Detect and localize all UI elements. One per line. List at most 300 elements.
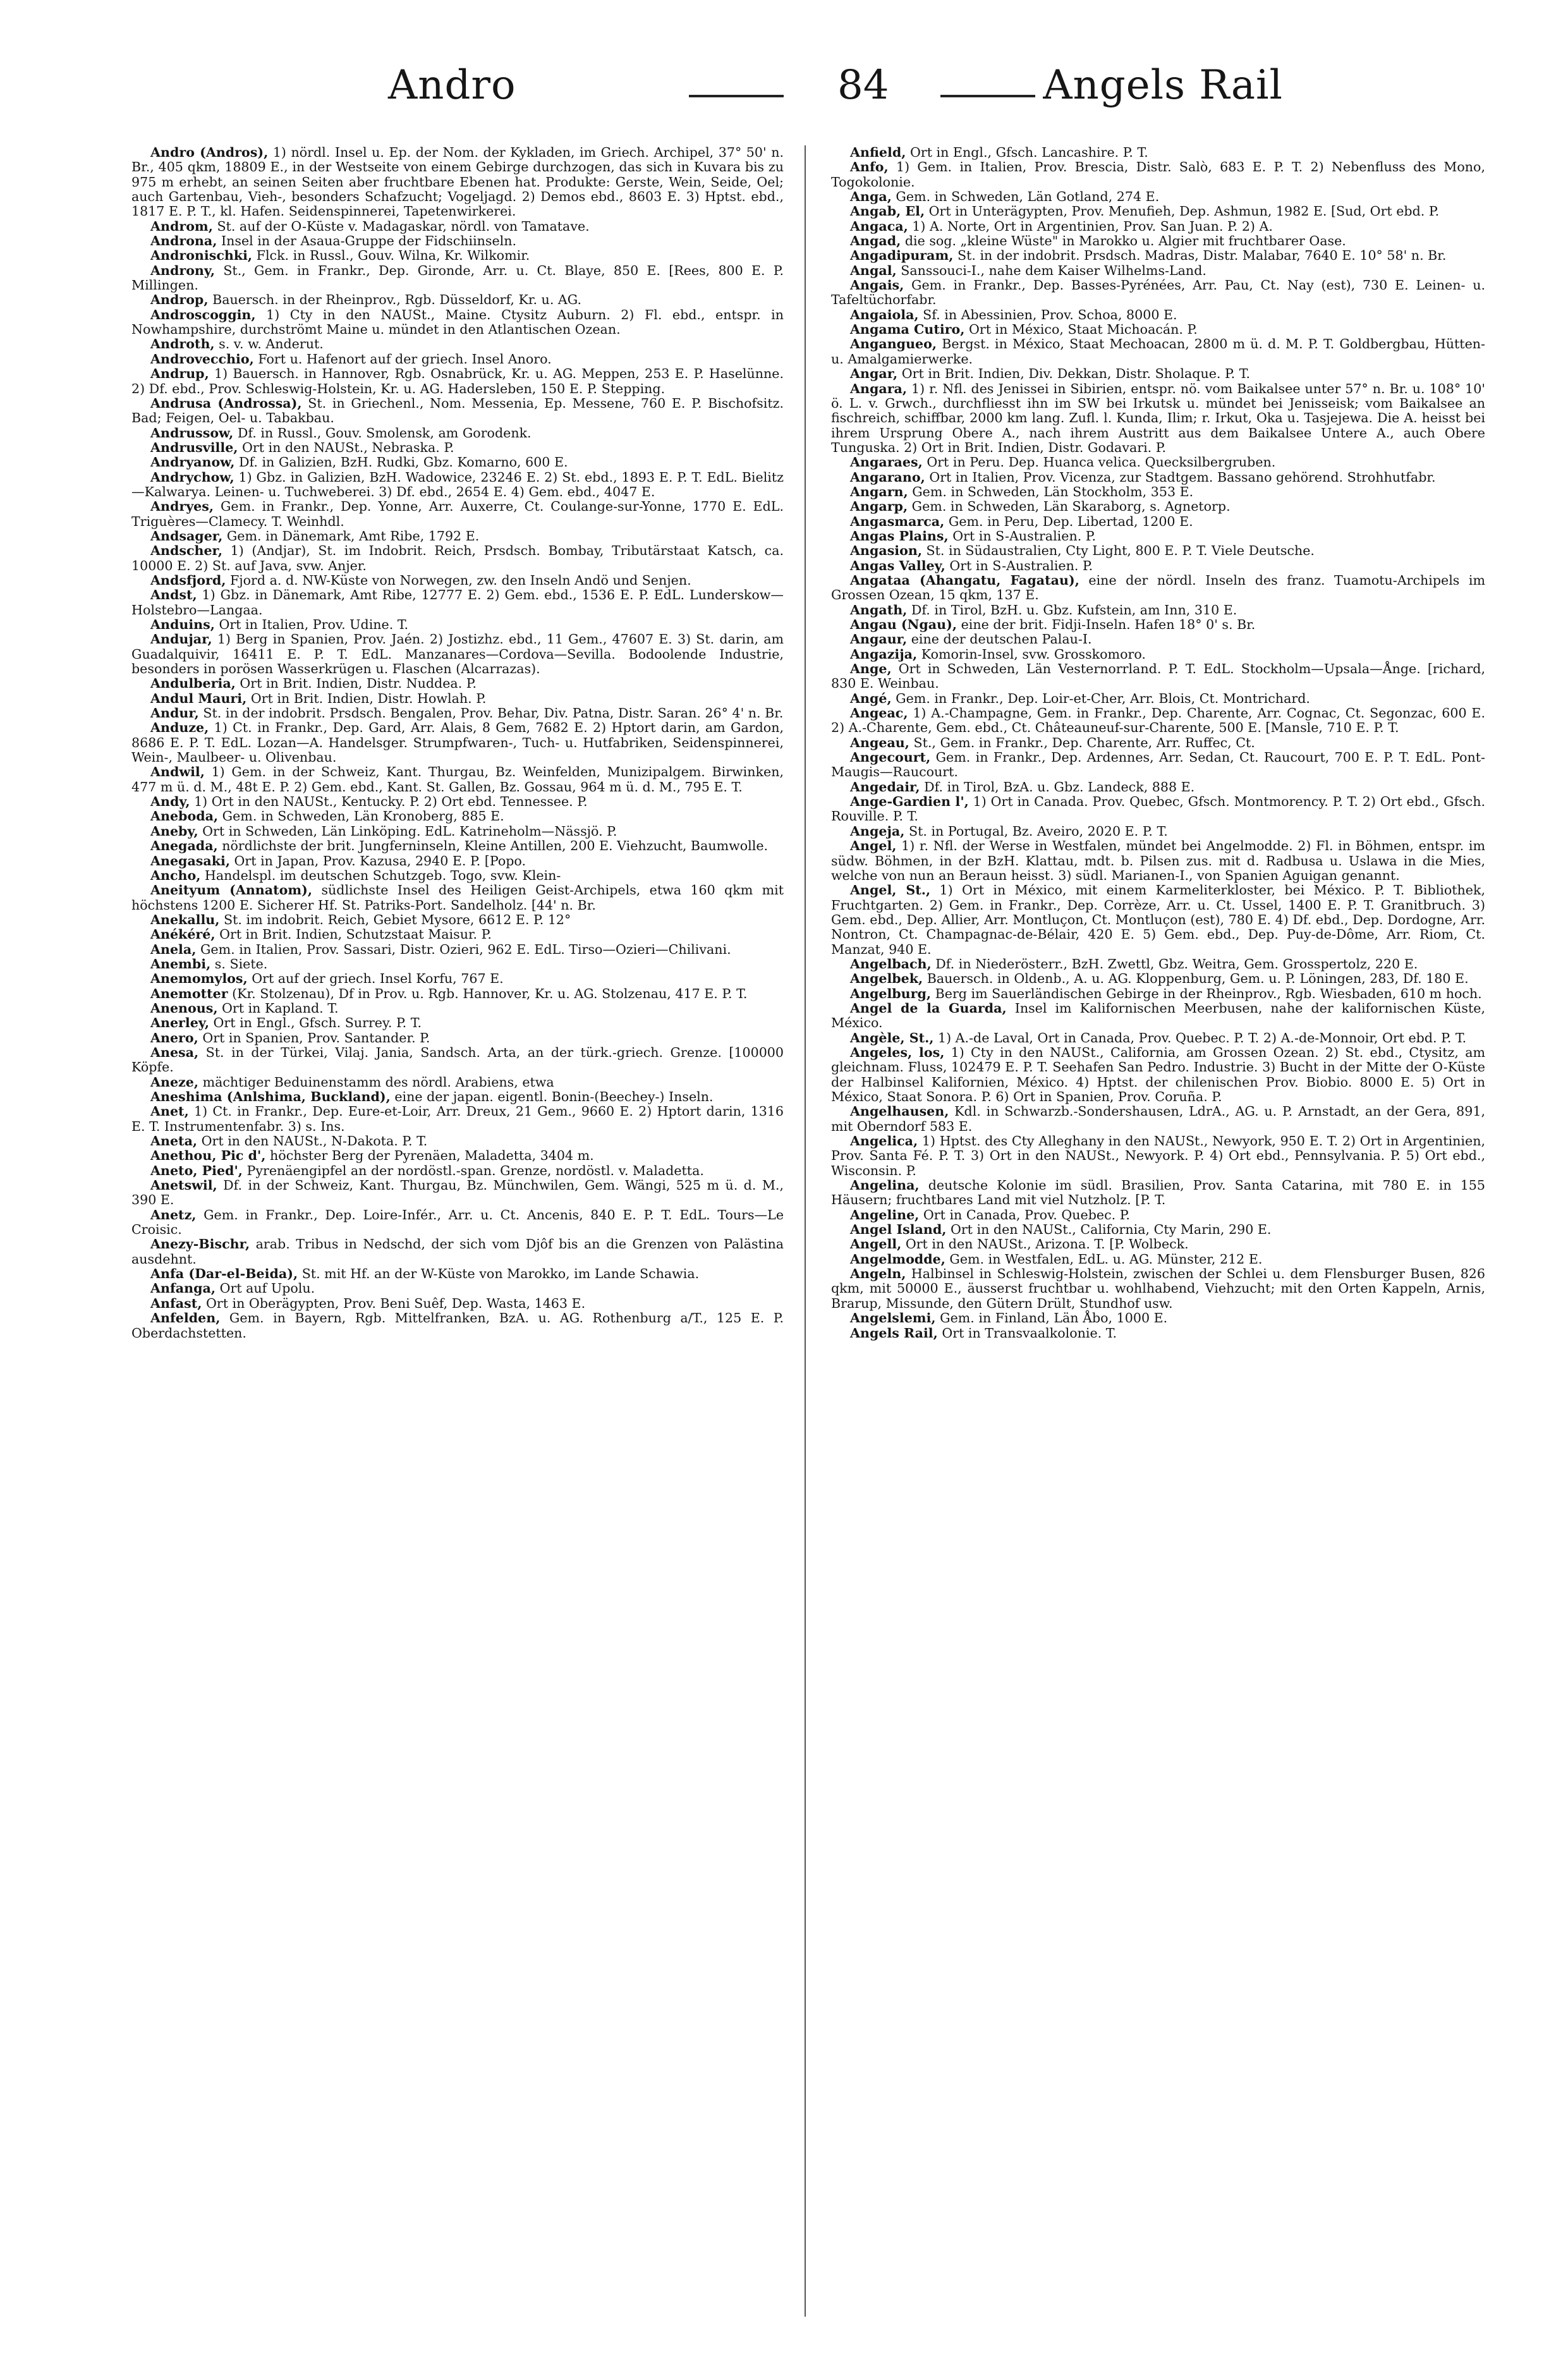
gazetteer-entry	[831, 839, 1485, 883]
gazetteer-entry	[131, 234, 784, 248]
entry-text: (Kr. Stolzenau), Df in Prov. u. Rgb. Hannover, Kr. u. AG. Stolzenau, 417 E. P. T.	[232, 985, 748, 1001]
entry-headword: Aneshima (Anlshima, Buckland),	[150, 1089, 391, 1104]
gazetteer-entry	[131, 544, 784, 573]
entry-text: Gem. in Frankr., Dep. Loire-Infér., Arr. u. Ct. Ancenis, 840 E. P. T. EdL. Tours—Le Croisic.	[131, 1207, 784, 1238]
gazetteer-entry	[831, 750, 1485, 780]
gazetteer-entry	[831, 455, 1485, 470]
entry-text: 1) Ct. in Frankr., Dep. Eure-et-Loir, Arr. Dreux, 21 Gem., 9660 E. 2) Hptort darin, 1316 E. T. Instrumentenfabr. 3) s. Ins.	[131, 1104, 784, 1134]
gazetteer-entry	[131, 264, 784, 293]
gazetteer-entry	[831, 204, 1485, 219]
entry-headword: Angelina,	[850, 1178, 920, 1193]
entry-text: Handelspl. im deutschen Schutzgeb. Togo, svw. Klein-	[204, 867, 561, 883]
entry-text: Kdl. in Schwarzb.-Sondershausen, LdrA., AG. u. P. Arnstadt, an der Gera, 891, mit Oberndorf 583 E.	[831, 1104, 1485, 1134]
entry-headword: Angasmarca,	[850, 513, 945, 529]
gazetteer-entry	[131, 1311, 784, 1341]
page-number: 84	[837, 62, 889, 109]
gazetteer-entry	[131, 352, 784, 367]
entry-text: Gem. in Bayern, Rgb. Mittelfranken, BzA. u. AG. Rothenburg a/T., 125 E. P. Oberdachstetten.	[131, 1310, 784, 1341]
entry-text: 1) A.-Champagne, Gem. in Frankr., Dep. Charente, Arr. Cognac, Ct. Segonzac, 600 E. 2) A.-Charente, Gem. ebd., Ct. Châteauneuf-sur-Charente, 500 E. [Mansle, 710 E. P. T.	[831, 705, 1485, 736]
gazetteer-entry	[831, 987, 1485, 1001]
gazetteer-entry	[131, 795, 784, 809]
entry-text: Ort auf Upolu.	[219, 1281, 315, 1296]
entry-text: Berg im Sauerländischen Gebirge in der Rheinprov., Rgb. Wiesbaden, 610 m hoch.	[935, 985, 1482, 1001]
entry-text: Ort in den NAUSt., Nebraska. P.	[242, 439, 454, 455]
header-left-catchword: Andro	[388, 62, 516, 109]
entry-headword: Andrychow,	[150, 469, 234, 485]
gazetteer-entry	[131, 987, 784, 1001]
entry-headword: Angeac,	[850, 705, 908, 721]
entry-text: St. in der indobrit. Prsdsch. Bengalen, Prov. Behar, Div. Patna, Distr. Saran. 26° 4' n. Br.	[203, 705, 784, 721]
entry-text: 1) Gbz. in Galizien, BzH. Wadowice, 23246 E. 2) St. ebd., 1893 E. P. T. EdL. Bielitz—Kalwarya. Leinen- u. Tuchweberei. 3) Df. ebd., 2654 E. 4) Gem. ebd., 4047 E.	[131, 469, 784, 499]
entry-headword: Angel de la Guarda,	[850, 1000, 1007, 1016]
gazetteer-entry	[131, 1031, 784, 1045]
entry-text: 1) A. Norte, Ort in Argentinien, Prov. San Juan. P. 2) A.	[912, 218, 1273, 234]
entry-text: Gem. in Frankr., Dep. Basses-Pyrénées, Arr. Pau, Ct. Nay (est), 730 E. Leinen- u. Tafeltüchorfabr.	[831, 277, 1485, 308]
entry-text: Ort in S-Australien. P.	[952, 528, 1097, 544]
entry-headword: Anet,	[150, 1104, 189, 1119]
entry-text: Df. in Galizien, BzH. Rudki, Gbz. Komarno, 600 E.	[238, 454, 568, 470]
entry-headword: Angelhausen,	[850, 1104, 949, 1119]
gazetteer-entry	[831, 234, 1485, 248]
entry-text: Ort in Transvaalkolonie. T.	[942, 1325, 1117, 1341]
entry-text: die sog. „kleine Wüste" in Marokko u. Algier mit fruchtbarer Oase.	[904, 233, 1346, 249]
gazetteer-entry	[831, 1104, 1485, 1134]
entry-text: Bauersch. in Oldenb., A. u. AG. Kloppenburg, Gem. u. P. Löningen, 283, Df. 180 E.	[927, 971, 1469, 987]
entry-headword: Angé,	[850, 690, 892, 706]
entry-headword: Androp,	[150, 292, 209, 308]
entry-text: Ort in Spanien, Prov. Santander. P.	[202, 1030, 430, 1045]
gazetteer-entry	[131, 692, 784, 706]
entry-text: Bergst. in México, Staat Mechoacan, 2800 m ü. d. M. P. T. Goldbergbau, Hütten- u. Amalgamierwerke.	[831, 336, 1485, 367]
entry-headword: Anfast,	[150, 1295, 202, 1311]
entry-text: Sf. in Abessinien, Prov. Schoa, 8000 E.	[923, 307, 1177, 322]
entry-headword: Androscoggin,	[150, 307, 256, 322]
entry-headword: Angal,	[850, 262, 897, 278]
gazetteer-entry	[131, 1016, 784, 1030]
entry-text: Flck. in Russl., Gouv. Wilna, Kr. Wilkomir.	[256, 248, 530, 264]
entry-headword: Angels Rail,	[850, 1325, 938, 1341]
entry-text: 1) (Andjar), St. im Indobrit. Reich, Prsdsch. Bombay, Tributärstaat Katsch, ca. 10000 E. 2) St. auf Java, svw. Anjer.	[131, 543, 784, 573]
entry-text: Ort in Brit. Indien, Distr. Howlah. P.	[250, 690, 487, 706]
entry-text: Gem. in Westfalen, EdL. u. AG. Münster, 212 E.	[949, 1251, 1263, 1267]
entry-text: Gem. in Frankr., Dep. Loir-et-Cher, Arr. Blois, Ct. Montrichard.	[896, 690, 1310, 706]
gazetteer-entry	[831, 1031, 1485, 1045]
gazetteer-entry	[831, 322, 1485, 337]
entry-headword: Angelmodde,	[850, 1251, 945, 1267]
entry-text: Ort in Japan, Prov. Kazusa, 2940 E. P. [Popo.	[234, 853, 526, 869]
entry-headword: Anerley,	[150, 1015, 209, 1031]
entry-headword: Anela,	[150, 941, 197, 957]
entry-headword: Angaiola,	[850, 307, 919, 322]
gazetteer-entry	[831, 1237, 1485, 1252]
gazetteer-entry	[131, 499, 784, 529]
entry-headword: Angelbach,	[850, 956, 932, 972]
entry-headword: Ange,	[850, 661, 892, 677]
gazetteer-entry	[831, 278, 1485, 308]
entry-text: s. Siete.	[214, 956, 268, 972]
gazetteer-entry	[831, 190, 1485, 204]
entry-headword: Angèle, St.,	[850, 1030, 934, 1045]
entry-text: Df. in der Schweiz, Kant. Thurgau, Bz. Münchwilen, Gem. Wängi, 525 m ü. d. M., 390 E.	[131, 1178, 784, 1208]
gazetteer-entry	[131, 839, 784, 853]
gazetteer-entry	[131, 441, 784, 455]
entry-headword: Angas Plains,	[850, 528, 949, 544]
entry-text: Gem. in Frankr., Dep. Ardennes, Arr. Sedan, Ct. Raucourt, 700 E. P. T. EdL. Pont-Maugis—Raucourt.	[831, 750, 1485, 780]
entry-headword: Angazija,	[850, 646, 918, 662]
entry-headword: Angaraes,	[850, 454, 923, 470]
entry-headword: Anga,	[850, 189, 892, 205]
entry-text: Gem. in Schweden, Län Gotland, 274 E.	[896, 189, 1160, 205]
entry-text: Ort in Kapland. T.	[222, 1000, 339, 1016]
gazetteer-entry	[831, 544, 1485, 558]
entry-headword: Angeln,	[850, 1266, 906, 1282]
entry-text: Ort in S-Australien. P.	[949, 558, 1093, 573]
entry-text: Sanssouci-I., nahe dem Kaiser Wilhelms-Land.	[901, 262, 1206, 278]
gazetteer-entry	[131, 588, 784, 618]
gazetteer-entry	[131, 824, 784, 839]
entry-headword: Androvecchio,	[150, 351, 254, 367]
header-dash-right	[940, 95, 1035, 97]
entry-headword: Anfo,	[850, 159, 889, 175]
gazetteer-entry	[831, 618, 1485, 632]
entry-text: Ort in Brit. Indien, Schutzstaat Maisur. P.	[219, 927, 492, 942]
entry-headword: Androm,	[150, 218, 213, 234]
entry-text: Pyrenäengipfel an der nordöstl.-span. Grenze, nordöstl. v. Maladetta.	[246, 1162, 704, 1178]
entry-text: 1) Berg in Spanien, Prov. Jaén. 2) Jostizhz. ebd., 11 Gem., 47607 E. 3) St. darin, am Guadalquivir, 16411 E. P. T. EdL. Manzanares—Cordova—Sevilla. Bodoolende Industrie, besonders in porösen Wasserkrügen u. Flaschen (Alcarrazas).	[131, 631, 784, 677]
gazetteer-entry	[131, 396, 784, 426]
entry-headword: Angas Valley,	[850, 558, 945, 573]
entry-headword: Andwil,	[150, 764, 205, 780]
gazetteer-entry	[831, 573, 1485, 603]
gazetteer-entry	[131, 308, 784, 338]
entry-text: Ort in Oberägypten, Prov. Beni Suêf, Dep. Wasta, 1463 E.	[205, 1295, 586, 1311]
entry-headword: Anfelden,	[150, 1310, 221, 1326]
entry-headword: Andst,	[150, 587, 197, 603]
entry-headword: Androth,	[150, 336, 215, 352]
entry-headword: Anekallu,	[150, 911, 220, 927]
gazetteer-entry	[831, 529, 1485, 544]
gazetteer-entry	[131, 145, 784, 219]
gazetteer-entry	[831, 367, 1485, 381]
entry-headword: Angelslemi,	[850, 1310, 936, 1326]
gazetteer-entry	[131, 573, 784, 588]
entry-text: arab. Tribus in Nedschd, der sich vom Djôf bis an die Grenzen von Palästina ausdehnt.	[131, 1236, 784, 1267]
gazetteer-entry	[131, 426, 784, 441]
entry-text: 1) r. Nfl. des Jenissei in Sibirien, entspr. nö. vom Baikalsee unter 57° n. Br. u. 108° 10' ö. L. v. Grwch., durchfliesst ihn im SW bei Irkutsk u. mündet bei Jenisseisk; vom Baikalsee an fischreich, schiffbar, 2000 km lang. Zufl. l. Kunda, Ilim; r. Irkut, Oka u. Tasjejewa. Die A. heisst bei ihrem Ursprung Obere A., nach ihrem Austritt aus dem Baikalsee Untere A., auch Obere Tunguska. 2) Ort in Brit. Indien, Distr. Godavari. P.	[831, 381, 1485, 455]
entry-headword: Angedair,	[850, 779, 920, 795]
entry-text: Ort in den NAUSt., N-Dakota. P. T.	[201, 1133, 428, 1149]
entry-headword: Andrusa (Androssa),	[150, 395, 302, 411]
entry-text: Fort u. Hafenort auf der griech. Insel Anoro.	[258, 351, 552, 367]
gazetteer-entry	[131, 883, 784, 913]
gazetteer-entry	[831, 337, 1485, 367]
entry-headword: Anethou, Pic d',	[150, 1148, 266, 1164]
gazetteer-entry	[831, 1311, 1485, 1326]
gazetteer-entry	[831, 515, 1485, 529]
gazetteer-entry	[831, 632, 1485, 647]
entry-text: Ort in Engl., Gfsch. Surrey. P. T.	[213, 1015, 422, 1031]
entry-headword: Anegasaki,	[150, 853, 230, 869]
header-dash-left	[689, 95, 784, 97]
entry-headword: Angadipuram,	[850, 248, 954, 264]
gazetteer-entry	[831, 1267, 1485, 1311]
entry-headword: Andsfjord,	[150, 572, 226, 588]
entry-text: Df. in Tirol, BzH. u. Gbz. Kufstein, am Inn, 310 E.	[911, 602, 1237, 618]
gazetteer-entry	[831, 1134, 1485, 1178]
entry-headword: Angath,	[850, 602, 908, 618]
entry-text: eine der deutschen Palau-I.	[911, 631, 1092, 647]
gazetteer-entry	[131, 219, 784, 234]
entry-text: höchster Berg der Pyrenäen, Maladetta, 3404 m.	[270, 1148, 594, 1164]
entry-text: deutsche Kolonie im südl. Brasilien, Prov. Santa Catarina, mit 780 E. in 155 Häusern; fruchtbares Land mit viel Nutzholz. [P. T.	[831, 1178, 1485, 1208]
gazetteer-entry	[831, 692, 1485, 706]
entry-headword: Andulberia,	[150, 676, 236, 692]
entry-headword: Angelica,	[850, 1133, 918, 1149]
gazetteer-entry	[131, 1178, 784, 1208]
gazetteer-entry	[131, 942, 784, 957]
entry-text: St. in Südaustralien, Cty Light, 800 E. P. T. Viele Deutsche.	[926, 543, 1315, 559]
gazetteer-entry	[131, 1104, 784, 1134]
entry-text: 1) nördl. Insel u. Ep. der Nom. der Kykladen, im Griech. Archipel, 37° 50' n. Br., 405 qkm, 18809 E., in der Westseite von einem Gebirge durchzogen, das sich in Kuvara bis zu 975 m erhebt, an seinen Seiten aber fruchtbare Ebenen hat. Produkte: Gerste, Wein, Seide, Oel; auch Gartenbau, Vieh-, besonders Schafzucht; Vogeljagd. 2) Demos ebd., 8603 E. 3) Hptst. ebd., 1817 E. P. T., kl. Hafen. Seidenspinnerei, Tapetenwirkerei.	[131, 145, 784, 219]
gazetteer-entry	[831, 647, 1485, 662]
entry-headword: Anemotter	[150, 985, 228, 1001]
entry-headword: Angel, St.,	[850, 882, 931, 898]
entry-text: 1) Ort in Canada. Prov. Quebec, Gfsch. Montmorency. P. T. 2) Ort ebd., Gfsch. Rouville. P. T.	[831, 794, 1485, 824]
entry-headword: Angeles, los,	[850, 1044, 945, 1060]
entry-text: 1) Gem. in Italien, Prov. Brescia, Distr. Salò, 683 E. P. T. 2) Nebenfluss des Mono, Togokolonie.	[831, 159, 1485, 190]
entry-text: 1) Ort in den NAUSt., Kentucky. P. 2) Ort ebd. Tennessee. P.	[194, 794, 588, 810]
entry-headword: Angasion,	[850, 543, 922, 559]
entry-text: 1) Hptst. des Cty Alleghany in den NAUSt., Newyork, 950 E. T. 2) Ort in Argentinien, Prov. Santa Fé. P. T. 3) Ort in den NAUSt., Newyork. P. 4) Ort ebd., Pennsylvania. P. 5) Ort ebd., Wisconsin. P.	[831, 1133, 1485, 1178]
gazetteer-entry	[831, 603, 1485, 618]
entry-text: eine der nördl. Inseln des franz. Tuamotu-Archipels im Grossen Ozean, 15 qkm, 137 E.	[831, 572, 1485, 603]
gazetteer-entry	[831, 883, 1485, 957]
entry-headword: Angeja,	[850, 823, 905, 839]
entry-text: Df. in Niederösterr., BzH. Zwettl, Gbz. Weitra, Gem. Grosspertolz, 220 E.	[935, 956, 1418, 972]
entry-headword: Andur,	[150, 705, 199, 721]
entry-text: St. in der Türkei, Vilaj. Jania, Sandsch. Arta, an der türk.-griech. Grenze. [100000 Köpfe.	[131, 1044, 784, 1075]
entry-headword: Angara,	[850, 381, 908, 396]
entry-headword: Aneto, Pied',	[150, 1162, 243, 1178]
entry-text: St. in Griechenl., Nom. Messenia, Ep. Messene, 760 E. P. Bischofsitz. Bad; Feigen, Oel- u. Tabakbau.	[131, 395, 784, 426]
gazetteer-entry	[131, 927, 784, 942]
entry-headword: Anetswil,	[150, 1178, 217, 1193]
gazetteer-entry	[831, 736, 1485, 750]
entry-headword: Andscher,	[150, 543, 223, 559]
gazetteer-entry	[131, 854, 784, 869]
left-column	[131, 145, 784, 2320]
gazetteer-entry	[131, 706, 784, 721]
entry-text: Gem. in Finland, Län Åbo, 1000 E.	[940, 1310, 1168, 1326]
entry-headword: Angaur,	[850, 631, 908, 647]
gazetteer-entry	[831, 1045, 1485, 1104]
entry-text: Ort in Brit. Indien, Distr. Nuddea. P.	[240, 676, 477, 692]
gazetteer-entry	[131, 809, 784, 824]
gazetteer-entry	[831, 780, 1485, 795]
gazetteer-entry	[131, 1075, 784, 1090]
entry-text: Df. in Russl., Gouv. Smolensk, am Gorodenk.	[237, 425, 532, 441]
entry-headword: Andy,	[150, 794, 190, 810]
gazetteer-entry	[131, 1134, 784, 1149]
entry-text: Ort in Brit. Indien, Div. Dekkan, Distr. Sholaque. P. T.	[901, 366, 1251, 382]
gazetteer-entry	[831, 662, 1485, 692]
entry-text: nördlichste der brit. Jungferninseln, Kleine Antillen, 200 E. Viehzucht, Baumwolle.	[222, 838, 769, 854]
entry-headword: Anenous,	[150, 1000, 218, 1016]
entry-text: Ort in Italien, Prov. Udine. T.	[219, 617, 409, 632]
entry-headword: Anfanga,	[150, 1281, 216, 1296]
gazetteer-entry	[131, 1208, 784, 1238]
gazetteer-entry	[131, 913, 784, 927]
gazetteer-entry	[131, 676, 784, 691]
entry-text: St. mit Hf. an der W-Küste von Marokko, im Lande Schawia.	[301, 1266, 700, 1282]
entry-headword: Angarp,	[850, 499, 908, 515]
gazetteer-entry	[831, 1001, 1485, 1031]
entry-headword: Androna,	[150, 233, 217, 249]
entry-text: Df. in Tirol, BzA. u. Gbz. Landeck, 888 E.	[924, 779, 1195, 795]
entry-text: 1) r. Nfl. der Werse in Westfalen, mündet bei Angelmodde. 2) Fl. in Böhmen, entspr. im südw. Böhmen, in der BzH. Klattau, mdt. b. Pilsen zus. mit d. Radbusa u. Uslawa in die Mies, welche von nun an Beraun heisst. 3) südl. Marianen-I., von Spanien Aguigan genannt.	[831, 838, 1485, 883]
entry-text: Gem. in Italien, Prov. Sassari, Distr. Ozieri, 962 E. EdL. Tirso—Ozieri—Chilivani.	[200, 941, 731, 957]
gazetteer-entry	[831, 1252, 1485, 1267]
right-column	[831, 145, 1485, 2320]
entry-text: 1) Cty in den NAUSt., California, am Grossen Ozean. 2) St. ebd., Ctysitz, am gleichnam. Fluss, 102479 E. P. T. Seehafen San Pedro. Industrie. 3) Bucht in der Mitte der O-Küste der Halbinsel Kalifornien, México. 4) Hptst. der chilenischen Prov. Biobio. 8000 E. 5) Ort in México, Staat Sonora. P. 6) Ort in Spanien, Prov. Coruña. P.	[831, 1044, 1485, 1104]
entry-headword: Angais,	[850, 277, 904, 293]
entry-text: St. im indobrit. Reich, Gebiet Mysore, 6612 E. P. 12°	[224, 911, 571, 927]
entry-text: Fjord a. d. NW-Küste von Norwegen, zw. den Inseln Andö und Senjen.	[229, 572, 691, 588]
gazetteer-entry	[131, 470, 784, 500]
gazetteer-entry	[131, 1149, 784, 1163]
entry-text: 1) Ort in México, mit einem Karmeliterkloster, bei México. P. T. Bibliothek, Fruchtgarten. 2) Gem. in Frankr., Dep. Corrèze, Arr. u. Ct. Ussel, 1400 E. P. T. Granitbruch. 3) Gem. ebd., Dep. Allier, Arr. Montluçon, Ct. Montluçon (est), 780 E. 4) Df. ebd., Dep. Dordogne, Arr. Nontron, Ct. Champagnac-de-Bélair, 420 E. 5) Gem. ebd., Dep. Puy-de-Dôme, Arr. Riom, Ct. Manzat, 940 E.	[831, 882, 1485, 957]
entry-headword: Ange-Gardien l',	[850, 794, 969, 810]
gazetteer-entry	[831, 559, 1485, 573]
entry-headword: Angau (Ngau),	[850, 617, 957, 632]
gazetteer-entry	[831, 1178, 1485, 1208]
gazetteer-entry	[831, 264, 1485, 278]
entry-headword: Angataa (Ahangatu, Fagatau),	[850, 572, 1079, 588]
entry-text: Ort in México, Staat Michoacán. P.	[969, 322, 1198, 338]
entry-text: Gem. in Schweden, Län Kronoberg, 885 E.	[222, 808, 504, 824]
gazetteer-entry	[131, 1045, 784, 1075]
gazetteer-entry	[831, 1222, 1485, 1237]
gazetteer-entry	[131, 869, 784, 883]
entry-headword: Anfield,	[850, 145, 906, 160]
entry-headword: Anemomylos,	[150, 971, 248, 987]
gazetteer-entry	[131, 957, 784, 972]
entry-headword: Anembi,	[150, 956, 211, 972]
entry-headword: Andronischki,	[150, 248, 253, 264]
entry-headword: Aneze,	[150, 1074, 199, 1090]
gazetteer-entry	[131, 618, 784, 632]
page-header	[152, 62, 1416, 131]
gazetteer-entry	[131, 455, 784, 470]
entry-headword: Anegada,	[150, 838, 218, 854]
entry-text: 1) Bauersch. in Hannover, Rgb. Osnabrück, Kr. u. AG. Meppen, 253 E. P. Haselünne. 2) Df. ebd., Prov. Schleswig-Holstein, Kr. u. AG. Hadersleben, 150 E. P. Stepping.	[131, 366, 784, 396]
entry-text: Bauersch. in der Rheinprov., Rgb. Düsseldorf, Kr. u. AG.	[212, 292, 582, 308]
entry-text: Komorin-Insel, svw. Grosskomoro.	[921, 646, 1146, 662]
gazetteer-entry	[131, 1281, 784, 1296]
gazetteer-entry	[131, 1237, 784, 1267]
gazetteer-entry	[831, 308, 1485, 322]
entry-text: eine der japan. eigentl. Bonin-(Beechey-) Inseln.	[394, 1089, 714, 1104]
entry-text: St., Gem. in Frankr., Dep. Gironde, Arr. u. Ct. Blaye, 850 E. [Rees, 800 E. P. Millingen.	[131, 262, 784, 293]
gazetteer-entry	[131, 337, 784, 351]
entry-headword: Andro (Andros),	[150, 145, 269, 160]
entry-text: Ort in Peru. Dep. Huanca velica. Quecksilbergruben.	[927, 454, 1276, 470]
entry-text: Ort in den NAUSt., California, Cty Marin, 290 E.	[950, 1222, 1272, 1238]
gazetteer-entry	[131, 293, 784, 307]
entry-headword: Anero,	[150, 1030, 198, 1045]
entry-headword: Angar,	[850, 366, 898, 382]
entry-headword: Angeau,	[850, 735, 909, 750]
gazetteer-entry	[831, 1326, 1485, 1341]
gazetteer-entry	[131, 1090, 784, 1104]
entry-headword: Andryanow,	[150, 454, 235, 470]
entry-text: südlichste Insel des Heiligen Geist-Archipels, etwa 160 qkm mit höchstens 1200 E. Sicherer Hf. St. Patriks-Port. Sandelholz. [44' n. Br.	[131, 882, 784, 913]
entry-headword: Aneby,	[150, 823, 198, 839]
column-divider	[805, 145, 806, 2317]
entry-text: Ort in Canada, Prov. Quebec. P.	[923, 1207, 1130, 1222]
entry-headword: Andsager,	[150, 528, 223, 544]
entry-headword: Aneta,	[150, 1133, 198, 1149]
entry-headword: Aneboda,	[150, 808, 219, 824]
entry-text: Insel in der Asaua-Gruppe der Fidschiinseln.	[221, 233, 517, 249]
entry-headword: Anduins,	[150, 617, 215, 632]
entry-text: 1) Cty in den NAUSt., Maine. Ctysitz Auburn. 2) Fl. ebd., entspr. in Nowhampshire, durchströmt Maine u. mündet in den Atlantischen Ozean.	[131, 307, 784, 338]
entry-text: Halbinsel in Schleswig-Holstein, zwischen der Schlei u. dem Flensburger Busen, 826 qkm, mit 50000 E., äusserst fruchtbar u. wohlhabend, Viehzucht; mit den Orten Kappeln, Arnis, Brarup, Missunde, den Gütern Drült, Stundhof usw.	[831, 1266, 1485, 1311]
entry-headword: Anetz,	[150, 1207, 197, 1222]
entry-text: Insel im Kalifornischen Meerbusen, nahe der kalifornischen Küste, México.	[831, 1000, 1485, 1031]
gazetteer-entry	[831, 485, 1485, 499]
entry-text: Ort in Unterägypten, Prov. Menufieh, Dep. Ashmun, 1982 E. [Sud, Ort ebd. P.	[928, 204, 1440, 219]
entry-headword: Andujar,	[150, 631, 212, 647]
entry-headword: Angelburg,	[850, 985, 932, 1001]
entry-text: Ort in den NAUSt., Arizona. T. [P. Wolbeck.	[905, 1236, 1189, 1252]
entry-text: eine der brit. Fidji-Inseln. Hafen 18° 0' s. Br.	[961, 617, 1256, 632]
entry-headword: Anduze,	[150, 720, 209, 736]
gazetteer-entry	[131, 1296, 784, 1311]
gazetteer-entry	[131, 248, 784, 263]
entry-text: Ort in Italien, Prov. Vicenza, zur Stadtgem. Bassano gehörend. Strohhutfabr.	[929, 469, 1436, 485]
entry-headword: Anékéré,	[150, 927, 216, 942]
gazetteer-entry	[831, 219, 1485, 234]
entry-headword: Angad,	[850, 233, 901, 249]
entry-headword: Anezy-Bischr,	[150, 1236, 250, 1252]
entry-headword: Angel Island,	[850, 1222, 947, 1238]
gazetteer-entry	[831, 382, 1485, 456]
entry-headword: Angama Cutiro,	[850, 322, 965, 338]
entry-text: St., Gem. in Frankr., Dep. Charente, Arr. Ruffec, Ct.	[913, 735, 1255, 750]
entry-text: Ort auf der griech. Insel Korfu, 767 E.	[252, 971, 504, 987]
gazetteer-entry	[831, 470, 1485, 485]
entry-text: Gem. in Frankr., Dep. Yonne, Arr. Auxerre, Ct. Coulange-sur-Yonne, 1770 E. EdL. Triguères—Clamecy. T. Weinhdl.	[131, 499, 784, 529]
entry-headword: Angab, El,	[850, 204, 925, 219]
gazetteer-entry	[131, 1001, 784, 1016]
gazetteer-entry	[131, 765, 784, 795]
entry-text: 1) Gbz. in Dänemark, Amt Ribe, 12777 E. 2) Gem. ebd., 1536 E. P. EdL. Lunderskow—Holstebro—Langaa.	[131, 587, 784, 618]
entry-headword: Andul Mauri,	[150, 690, 247, 706]
gazetteer-entry	[831, 795, 1485, 824]
entry-text: Ort in Schweden, Län Linköping. EdL. Katrineholm—Nässjö. P.	[202, 823, 617, 839]
gazetteer-entry	[831, 972, 1485, 986]
entry-text: Ort in Schweden, Län Vesternorrland. P. T. EdL. Stockholm—Upsala—Ånge. [richard, 830 E. Weinbau.	[831, 661, 1485, 692]
entry-text: 1) Gem. in der Schweiz, Kant. Thurgau, Bz. Weinfelden, Munizipalgem. Birwinken, 477 m ü. d. M., 48t E. P. 2) Gem. ebd., Kant. St. Gallen, Bz. Gossau, 964 m ü. d. M., 795 E. T.	[131, 764, 784, 795]
gazetteer-entry	[131, 1267, 784, 1281]
entry-headword: Angel,	[850, 838, 897, 854]
entry-headword: Angell,	[850, 1236, 902, 1252]
entry-text: 1) A.-de Laval, Ort in Canada, Prov. Quebec. P. T. 2) A.-de-Monnoir, Ort ebd. P. T.	[938, 1030, 1467, 1045]
gazetteer-entry	[831, 1208, 1485, 1222]
gazetteer-entry	[831, 706, 1485, 736]
gazetteer-entry	[131, 632, 784, 676]
